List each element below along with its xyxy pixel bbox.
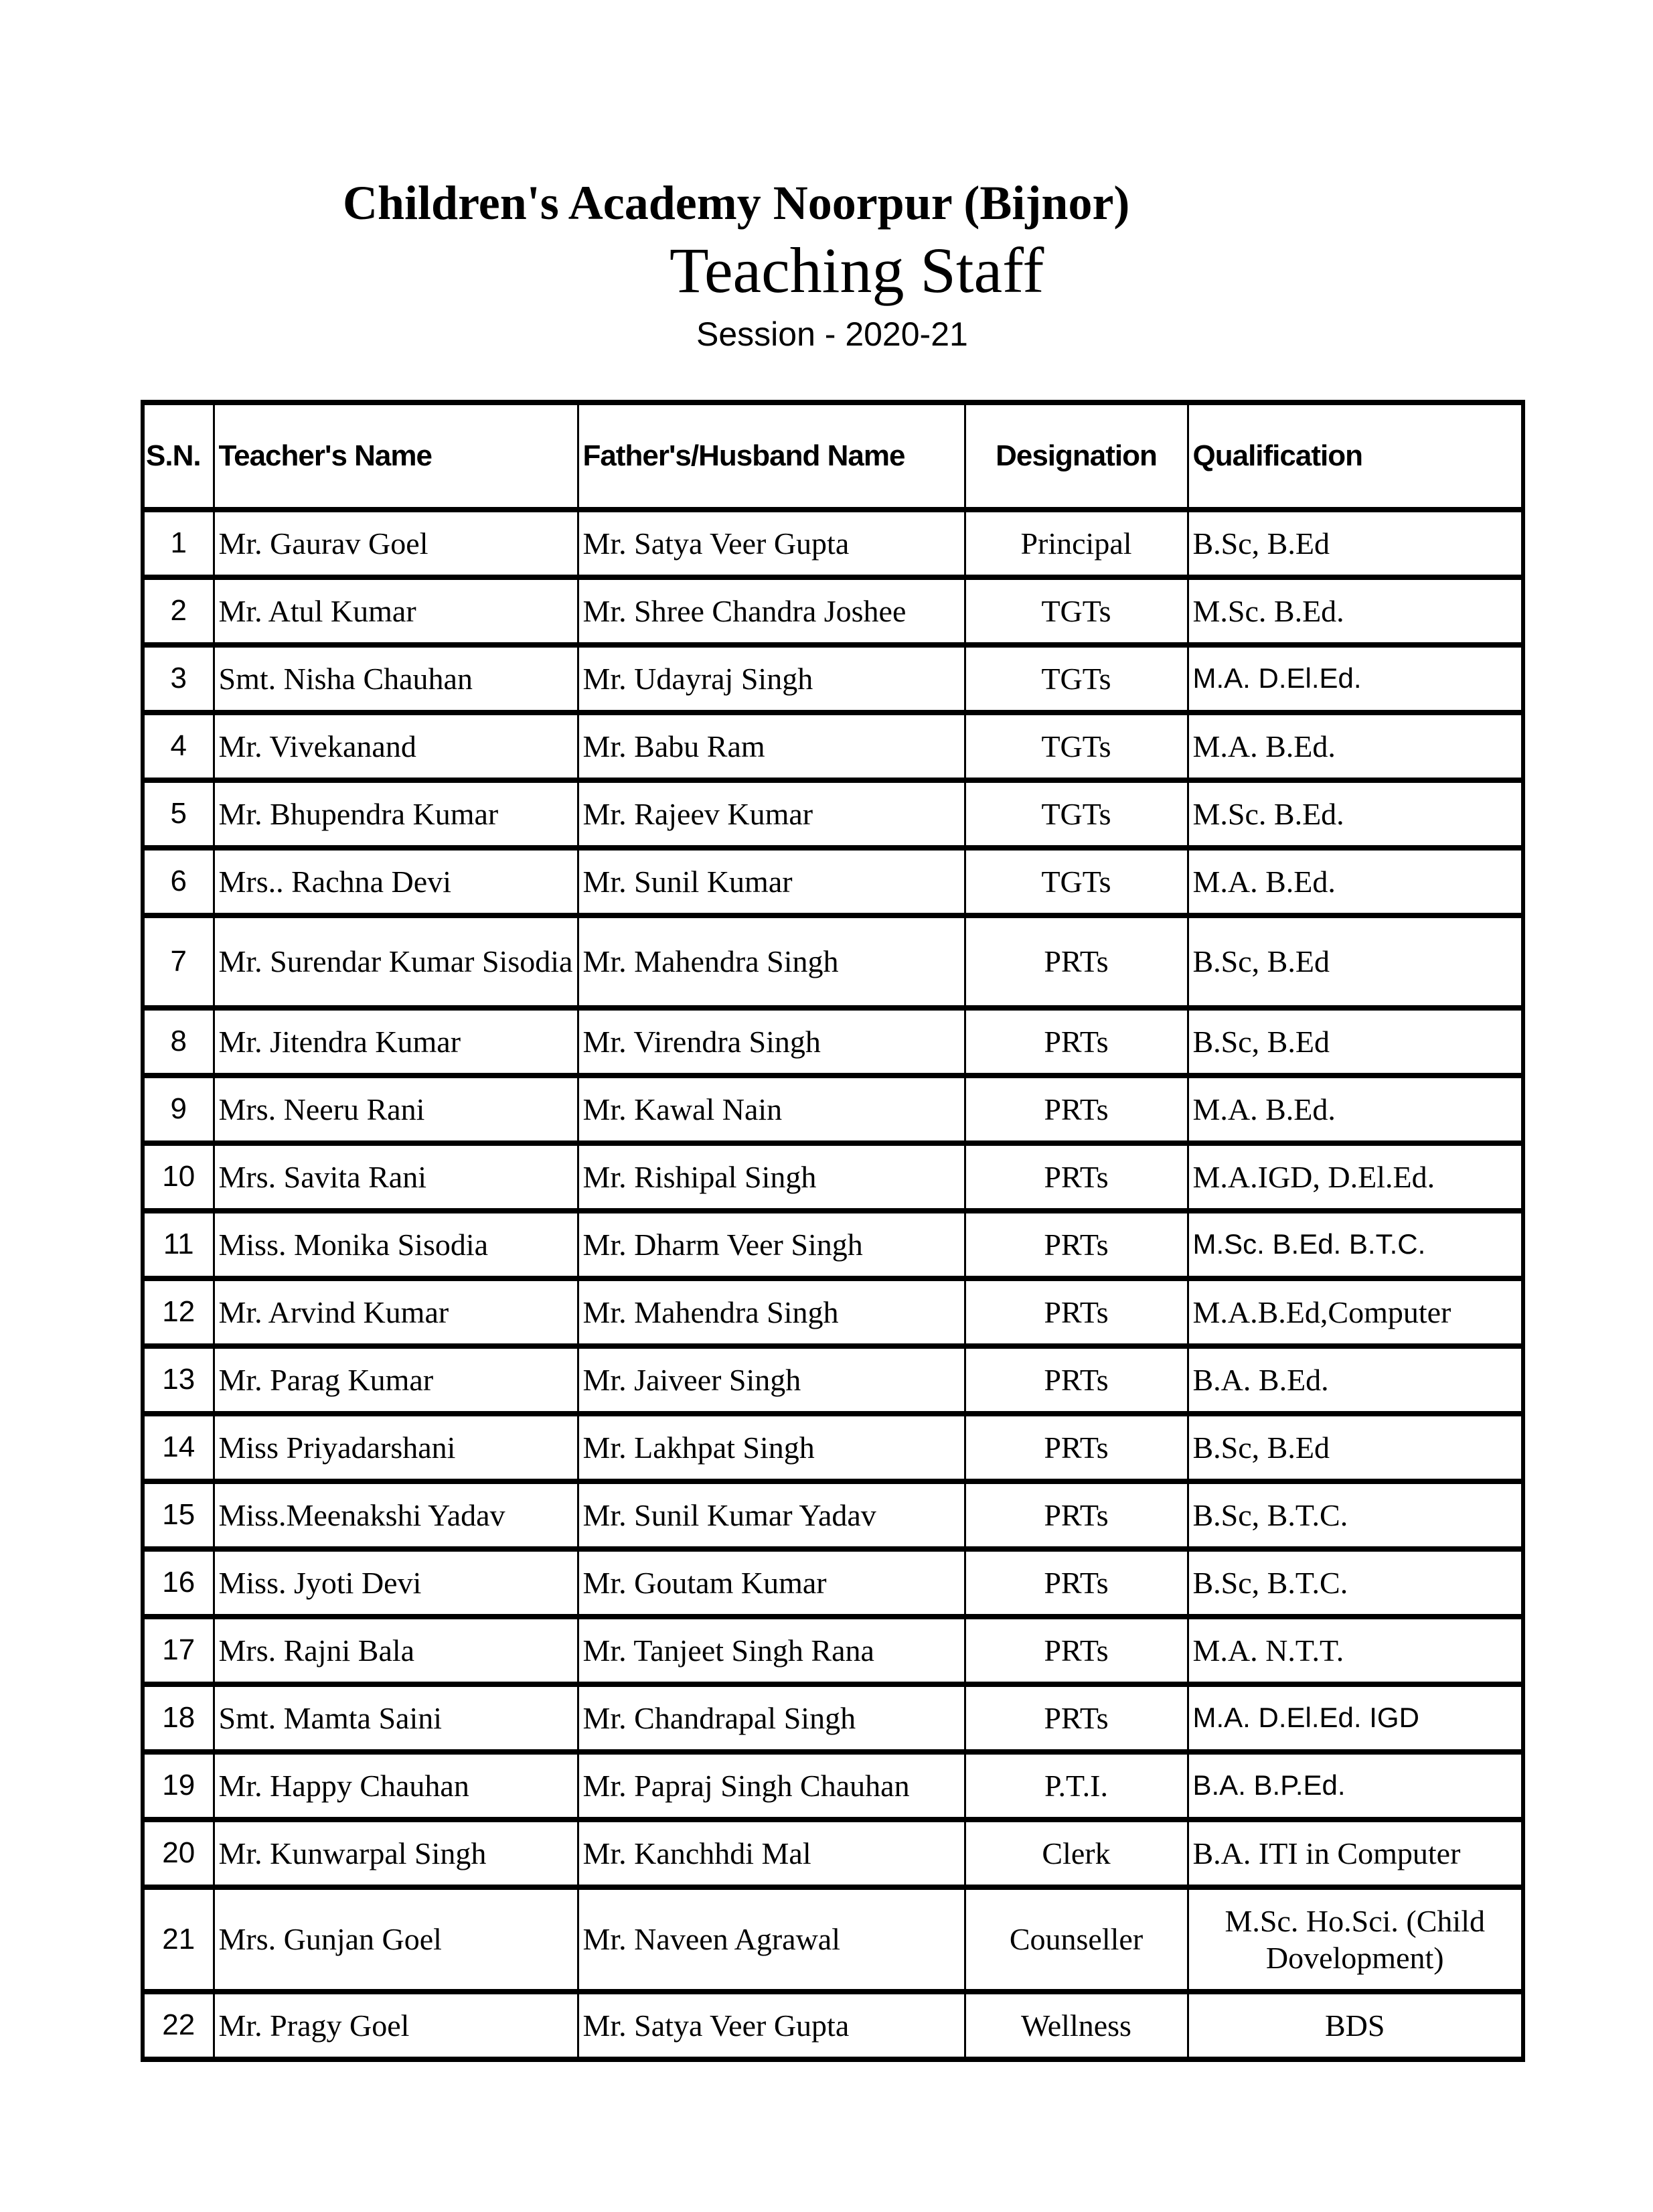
cell-father-husband-name: Mr. Jaiveer Singh bbox=[578, 1346, 965, 1414]
cell-qualification: M.A. B.Ed. bbox=[1188, 713, 1523, 780]
cell-teacher-name: Mrs. Savita Rani bbox=[214, 1143, 578, 1211]
table-row bbox=[143, 1992, 1523, 2059]
cell-qualification: M.A.B.Ed,Computer bbox=[1188, 1278, 1523, 1346]
cell-designation: P.T.I. bbox=[965, 1752, 1188, 1820]
cell-teacher-name: Mr. Gaurav Goel bbox=[214, 510, 578, 577]
cell-qualification: B.Sc, B.Ed bbox=[1188, 1008, 1523, 1076]
table-row bbox=[143, 780, 1523, 848]
cell-qualification: M.A. D.El.Ed. IGD bbox=[1188, 1684, 1523, 1752]
cell-qualification: M.Sc. B.Ed. B.T.C. bbox=[1188, 1211, 1523, 1278]
cell-father-husband-name: Mr. Dharm Veer Singh bbox=[578, 1211, 965, 1278]
cell-qualification: M.A. B.Ed. bbox=[1188, 1076, 1523, 1143]
cell-sn: 4 bbox=[143, 713, 214, 780]
cell-sn: 7 bbox=[143, 915, 214, 1008]
cell-sn: 8 bbox=[143, 1008, 214, 1076]
cell-designation: Counseller bbox=[965, 1887, 1188, 1992]
cell-teacher-name: Miss Priyadarshani bbox=[214, 1414, 578, 1481]
cell-father-husband-name: Mr. Naveen Agrawal bbox=[578, 1887, 965, 1992]
cell-teacher-name: Mrs. Gunjan Goel bbox=[214, 1887, 578, 1992]
cell-father-husband-name: Mr. Sunil Kumar Yadav bbox=[578, 1481, 965, 1549]
cell-designation: Wellness bbox=[965, 1992, 1188, 2059]
cell-qualification: B.A. B.P.Ed. bbox=[1188, 1752, 1523, 1820]
cell-father-husband-name: Mr. Goutam Kumar bbox=[578, 1549, 965, 1617]
cell-father-husband-name: Mr. Rishipal Singh bbox=[578, 1143, 965, 1211]
cell-sn: 17 bbox=[143, 1617, 214, 1684]
cell-designation: PRTs bbox=[965, 1549, 1188, 1617]
cell-qualification: M.A.IGD, D.El.Ed. bbox=[1188, 1143, 1523, 1211]
cell-qualification: M.Sc. B.Ed. bbox=[1188, 780, 1523, 848]
table-row bbox=[143, 1414, 1523, 1481]
cell-teacher-name: Mrs.. Rachna Devi bbox=[214, 848, 578, 915]
cell-sn: 13 bbox=[143, 1346, 214, 1414]
cell-father-husband-name: Mr. Kawal Nain bbox=[578, 1076, 965, 1143]
cell-qualification: B.Sc, B.Ed bbox=[1188, 915, 1523, 1008]
cell-teacher-name: Mr. Pragy Goel bbox=[214, 1992, 578, 2059]
cell-designation: TGTs bbox=[965, 645, 1188, 713]
cell-father-husband-name: Mr. Virendra Singh bbox=[578, 1008, 965, 1076]
column-header-sn: S.N. bbox=[143, 402, 214, 510]
table-header-row bbox=[143, 402, 1523, 510]
cell-designation: PRTs bbox=[965, 1617, 1188, 1684]
column-header-designation: Designation bbox=[965, 402, 1188, 510]
page-title: Teaching Staff bbox=[670, 234, 1044, 306]
cell-father-husband-name: Mr. Kanchhdi Mal bbox=[578, 1820, 965, 1887]
cell-father-husband-name: Mr. Babu Ram bbox=[578, 713, 965, 780]
table-row bbox=[143, 1549, 1523, 1617]
cell-father-husband-name: Mr. Mahendra Singh bbox=[578, 915, 965, 1008]
table-row bbox=[143, 1346, 1523, 1414]
cell-qualification: B.A. ITI in Computer bbox=[1188, 1820, 1523, 1887]
cell-sn: 15 bbox=[143, 1481, 214, 1549]
cell-qualification: M.Sc. Ho.Sci. (Child Dovelopment) bbox=[1188, 1887, 1523, 1992]
cell-father-husband-name: Mr. Satya Veer Gupta bbox=[578, 1992, 965, 2059]
cell-qualification: M.A. B.Ed. bbox=[1188, 848, 1523, 915]
cell-teacher-name: Miss.Meenakshi Yadav bbox=[214, 1481, 578, 1549]
table-row bbox=[143, 1887, 1523, 1992]
table-row bbox=[143, 1008, 1523, 1076]
cell-designation: PRTs bbox=[965, 1346, 1188, 1414]
table-row bbox=[143, 1752, 1523, 1820]
cell-teacher-name: Mr. Bhupendra Kumar bbox=[214, 780, 578, 848]
table-row bbox=[143, 1211, 1523, 1278]
cell-designation: PRTs bbox=[965, 1143, 1188, 1211]
cell-designation: TGTs bbox=[965, 780, 1188, 848]
table-row bbox=[143, 577, 1523, 645]
cell-sn: 22 bbox=[143, 1992, 214, 2059]
cell-designation: PRTs bbox=[965, 1008, 1188, 1076]
table-row bbox=[143, 1278, 1523, 1346]
cell-teacher-name: Mrs. Rajni Bala bbox=[214, 1617, 578, 1684]
cell-father-husband-name: Mr. Sunil Kumar bbox=[578, 848, 965, 915]
cell-teacher-name: Mr. Atul Kumar bbox=[214, 577, 578, 645]
cell-teacher-name: Mr. Happy Chauhan bbox=[214, 1752, 578, 1820]
cell-sn: 9 bbox=[143, 1076, 214, 1143]
table-row bbox=[143, 645, 1523, 713]
cell-sn: 12 bbox=[143, 1278, 214, 1346]
cell-designation: TGTs bbox=[965, 713, 1188, 780]
cell-father-husband-name: Mr. Lakhpat Singh bbox=[578, 1414, 965, 1481]
table-row bbox=[143, 915, 1523, 1008]
session-label: Session - 2020-21 bbox=[696, 315, 968, 353]
cell-teacher-name: Miss. Monika Sisodia bbox=[214, 1211, 578, 1278]
cell-father-husband-name: Mr. Shree Chandra Joshee bbox=[578, 577, 965, 645]
cell-qualification: B.Sc, B.T.C. bbox=[1188, 1549, 1523, 1617]
cell-teacher-name: Smt. Nisha Chauhan bbox=[214, 645, 578, 713]
table-row bbox=[143, 1617, 1523, 1684]
cell-qualification: B.Sc, B.T.C. bbox=[1188, 1481, 1523, 1549]
cell-designation: PRTs bbox=[965, 1076, 1188, 1143]
table-row bbox=[143, 1076, 1523, 1143]
cell-teacher-name: Mr. Arvind Kumar bbox=[214, 1278, 578, 1346]
cell-sn: 20 bbox=[143, 1820, 214, 1887]
table-row bbox=[143, 1481, 1523, 1549]
cell-teacher-name: Miss. Jyoti Devi bbox=[214, 1549, 578, 1617]
table-row bbox=[143, 1143, 1523, 1211]
cell-qualification: B.A. B.Ed. bbox=[1188, 1346, 1523, 1414]
table-row bbox=[143, 848, 1523, 915]
cell-sn: 6 bbox=[143, 848, 214, 915]
cell-qualification: M.A. N.T.T. bbox=[1188, 1617, 1523, 1684]
cell-designation: TGTs bbox=[965, 848, 1188, 915]
table-row bbox=[143, 1684, 1523, 1752]
cell-designation: PRTs bbox=[965, 1211, 1188, 1278]
cell-sn: 3 bbox=[143, 645, 214, 713]
cell-designation: PRTs bbox=[965, 915, 1188, 1008]
cell-designation: PRTs bbox=[965, 1278, 1188, 1346]
cell-qualification: BDS bbox=[1188, 1992, 1523, 2059]
cell-sn: 5 bbox=[143, 780, 214, 848]
cell-sn: 16 bbox=[143, 1549, 214, 1617]
cell-qualification: M.Sc. B.Ed. bbox=[1188, 577, 1523, 645]
cell-sn: 1 bbox=[143, 510, 214, 577]
cell-father-husband-name: Mr. Tanjeet Singh Rana bbox=[578, 1617, 965, 1684]
cell-qualification: M.A. D.El.Ed. bbox=[1188, 645, 1523, 713]
cell-sn: 19 bbox=[143, 1752, 214, 1820]
cell-teacher-name: Smt. Mamta Saini bbox=[214, 1684, 578, 1752]
cell-designation: Principal bbox=[965, 510, 1188, 577]
cell-father-husband-name: Mr. Satya Veer Gupta bbox=[578, 510, 965, 577]
table-row bbox=[143, 510, 1523, 577]
cell-father-husband-name: Mr. Mahendra Singh bbox=[578, 1278, 965, 1346]
cell-father-husband-name: Mr. Chandrapal Singh bbox=[578, 1684, 965, 1752]
table-row bbox=[143, 713, 1523, 780]
cell-teacher-name: Mr. Parag Kumar bbox=[214, 1346, 578, 1414]
cell-sn: 2 bbox=[143, 577, 214, 645]
cell-teacher-name: Mr. Jitendra Kumar bbox=[214, 1008, 578, 1076]
cell-designation: Clerk bbox=[965, 1820, 1188, 1887]
column-header-qualification: Qualification bbox=[1188, 402, 1523, 510]
column-header-father-husband-name: Father's/Husband Name bbox=[578, 402, 965, 510]
cell-qualification: B.Sc, B.Ed bbox=[1188, 510, 1523, 577]
cell-designation: PRTs bbox=[965, 1414, 1188, 1481]
cell-father-husband-name: Mr. Udayraj Singh bbox=[578, 645, 965, 713]
cell-father-husband-name: Mr. Papraj Singh Chauhan bbox=[578, 1752, 965, 1820]
cell-teacher-name: Mr. Surendar Kumar Sisodia bbox=[214, 915, 578, 1008]
cell-designation: TGTs bbox=[965, 577, 1188, 645]
cell-teacher-name: Mr. Vivekanand bbox=[214, 713, 578, 780]
cell-sn: 14 bbox=[143, 1414, 214, 1481]
cell-qualification: B.Sc, B.Ed bbox=[1188, 1414, 1523, 1481]
cell-sn: 11 bbox=[143, 1211, 214, 1278]
cell-sn: 21 bbox=[143, 1887, 214, 1992]
cell-designation: PRTs bbox=[965, 1684, 1188, 1752]
table-row bbox=[143, 1820, 1523, 1887]
school-name: Children's Academy Noorpur (Bijnor) bbox=[343, 176, 1130, 230]
cell-designation: PRTs bbox=[965, 1481, 1188, 1549]
column-header-teacher-name: Teacher's Name bbox=[214, 402, 578, 510]
cell-teacher-name: Mrs. Neeru Rani bbox=[214, 1076, 578, 1143]
cell-teacher-name: Mr. Kunwarpal Singh bbox=[214, 1820, 578, 1887]
cell-sn: 10 bbox=[143, 1143, 214, 1211]
cell-sn: 18 bbox=[143, 1684, 214, 1752]
staff-table bbox=[141, 400, 1525, 2062]
cell-father-husband-name: Mr. Rajeev Kumar bbox=[578, 780, 965, 848]
